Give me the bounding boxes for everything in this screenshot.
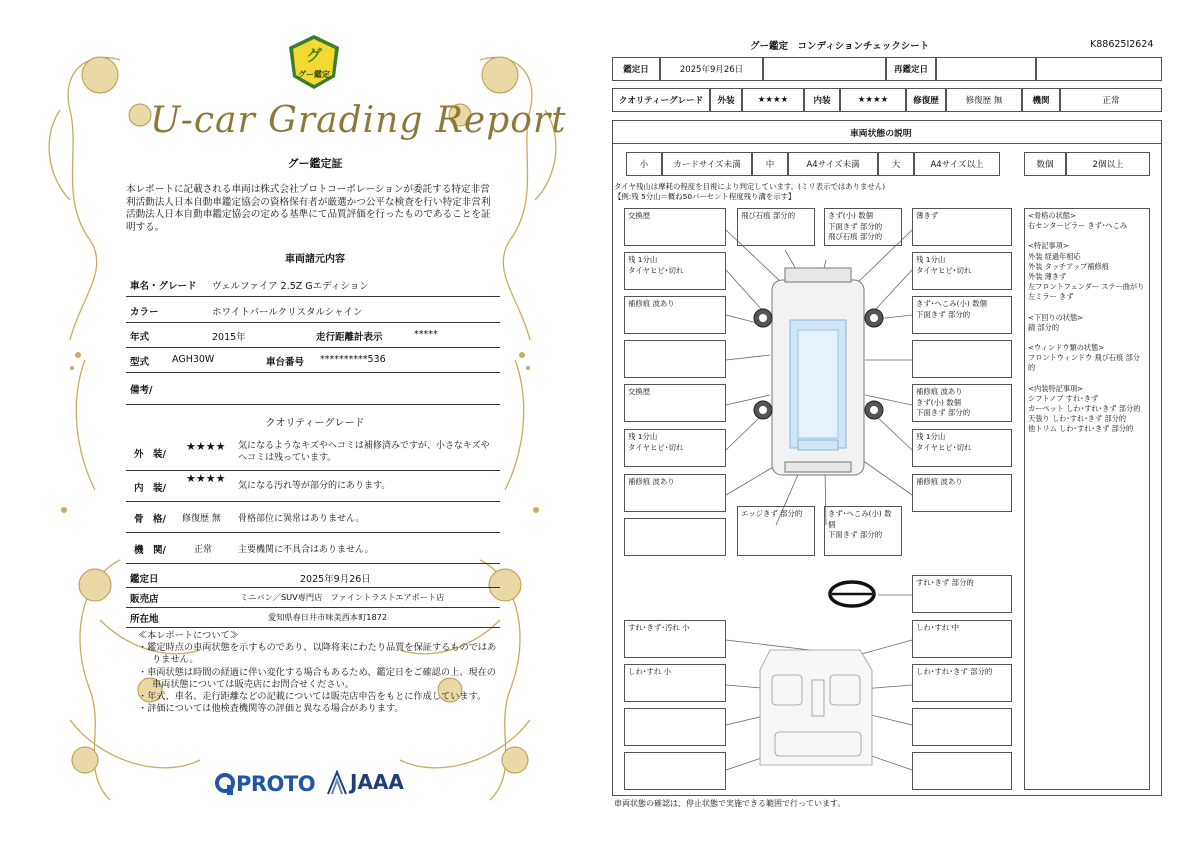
address-value: 愛知県春日井市味美西本町1872: [268, 612, 388, 622]
exterior-stars: ★★★★: [742, 88, 804, 112]
tire-box-front-left: 残 1分山 タイヤヒビ･切れ: [624, 252, 726, 290]
tire-box-rear-right: 残 1分山 タイヤヒビ･切れ: [912, 429, 1012, 467]
shop-value: ミニバン／SUV専門店 ファイントラストエアポート店: [240, 592, 445, 602]
date-value: 2025年9月26日: [300, 574, 371, 585]
shop-row: 販売店 ミニバン／SUV専門店 ファイントラストエアポート店: [126, 587, 500, 608]
chassis-value: **********536: [320, 354, 386, 365]
repair-value: 修復歴 無: [946, 88, 1022, 112]
interior-box-mid-left: [624, 708, 726, 746]
note-item: ・評価については他検査機関等の評価と異なる場合があります。: [138, 703, 404, 715]
jaaa-brand-text: JAAA: [350, 770, 404, 794]
damage-box-quarter-left: 補修痕 波あり: [624, 474, 726, 512]
spec-section-title: 車両諸元内容: [285, 254, 345, 265]
condition-check-sheet: [600, 0, 1200, 848]
size-large-desc: A4サイズ以上: [914, 152, 1000, 176]
footer-note: 車両状態の確認は、停止状態で実施できる範囲で行っています。: [614, 799, 846, 808]
damage-box-door-rear-right: 補修痕 波あり きず(小) 数個 下面きず 部分的: [912, 384, 1012, 422]
damage-box-door-rear-left: 交換歴: [624, 384, 726, 422]
repair-label: 修復歴: [906, 88, 946, 112]
mileage-value: *****: [414, 329, 438, 340]
steering-wheel-icon: [830, 582, 874, 606]
size-small: 小: [626, 152, 662, 176]
color-value: ホワイトパールクリスタルシャイン: [212, 307, 363, 318]
svg-text:グ: グ: [305, 46, 323, 65]
note-item: ・鑑定時点の車両状態を示すものであり、以降将来にわたり品質を保証するものではありません。: [138, 642, 497, 666]
count-desc: 2個以上: [1066, 152, 1150, 176]
exterior-label: 外装: [710, 88, 742, 112]
interior-comment: 気になる汚れ等が部分的にあります。: [238, 481, 391, 491]
interior-box-seat-right: しわ･すれ･きず 部分的: [912, 664, 1012, 702]
redate-label: 再鑑定日: [886, 57, 936, 81]
damage-box-front-center-left: 飛び石痕 部分的: [737, 208, 815, 246]
damage-box-front-center-right: きず(小) 数個 下面きず 部分的 飛び石痕 部分的: [824, 208, 902, 246]
damage-box-fender-right: きず･へこみ(小) 数個 下面きず 部分的: [912, 296, 1012, 334]
jaaa-logo: [326, 770, 348, 800]
damage-box-front-right: 薄きず: [912, 208, 1012, 246]
sheet-title: グー鑑定 コンディションチェックシート: [750, 41, 930, 52]
size-large: 大: [878, 152, 914, 176]
model-value: AGH30W: [172, 354, 215, 365]
model-row: 型式 AGH30W 車台番号 **********536: [126, 347, 500, 373]
damage-box-door-front-left: [624, 340, 726, 378]
exterior-stars: ★★★★: [186, 440, 226, 453]
interior-box-rear-right: [912, 752, 1012, 790]
interior-box-dash-right: しわ･すれ 中: [912, 620, 1012, 658]
report-notes: [138, 630, 498, 715]
proto-logo: [214, 772, 236, 800]
engine-label: 機関: [1022, 88, 1060, 112]
tire-note: タイヤ残山は摩耗の程度を目視により判定しています。(ミリ表示ではありません): [614, 182, 886, 191]
interior-box-steering: すれ･きず 部分的: [912, 575, 1012, 613]
engine-row: 機 関/ 正常 主要機関に不具合はありません。: [126, 532, 500, 564]
exterior-comment: 気になるようなキズやヘコミは補修済みですが、小さなキズやヘコミは残っています。: [238, 441, 490, 463]
proto-mark-icon: [214, 772, 236, 796]
sheet-id: K88625I2624: [1090, 39, 1154, 50]
interior-box-rear-left: [624, 752, 726, 790]
quality-label: クオリティーグレード: [612, 88, 710, 112]
frame-value: 修復歴 無: [182, 514, 221, 524]
tire-box-front-right: 残 1分山 タイヤヒビ･切れ: [912, 252, 1012, 290]
engine-value: 正常: [1060, 88, 1162, 112]
interior-box-mid-right: [912, 708, 1012, 746]
certificate-statement: 本レポートに記載される車両は株式会社プロトコーポレーションが委託する特定非営利活動法人日本自動車鑑定協会の資格保有者が厳選かつ公平な検査を行い特定非営利活動法人日本自動車鑑定協会の定める基準にて品質評価を行ったものであることを証明する。: [126, 184, 491, 233]
engine-value: 正常: [194, 545, 213, 555]
goo-kantei-logo: [285, 33, 343, 91]
damage-box-fender-left: 補修痕 波あり: [624, 296, 726, 334]
interior-stars: ★★★★: [186, 472, 226, 485]
jaaa-mark-icon: [326, 770, 348, 796]
count-label: 数個: [1024, 152, 1066, 176]
proto-brand-text: PROTO: [236, 772, 316, 796]
interior-row: 内 装/ ★★★★ 気になる汚れ等が部分的にあります。: [126, 470, 500, 502]
damage-box-rear-left: [624, 518, 726, 556]
interior-label: 内装: [804, 88, 840, 112]
interior-box-seat-left: しわ･すれ 小: [624, 664, 726, 702]
interior-box-dash-left: すれ･きず･汚れ 小: [624, 620, 726, 658]
car-name-row: 車名・グレード ヴェルファイア 2.5Z Gエディション: [126, 270, 500, 297]
year-row: 年式 2015年 走行距離計表示 *****: [126, 322, 500, 348]
car-name-value: ヴェルファイア 2.5Z Gエディション: [212, 281, 369, 292]
damage-box-rear-center-right: きず･へこみ(小) 数個 下面きず 部分的: [824, 506, 902, 556]
interior-stars: ★★★★: [840, 88, 906, 112]
color-row: カラー ホワイトパールクリスタルシャイン: [126, 296, 500, 323]
date-label: 鑑定日: [612, 57, 660, 81]
date-row: 鑑定日 2025年9月26日: [126, 563, 500, 588]
size-small-desc: カードサイズ未満: [662, 152, 752, 176]
damage-box-quarter-right: 補修痕 波あり: [912, 474, 1012, 512]
size-mid-desc: A4サイズ未満: [788, 152, 878, 176]
frame-row: 骨 格/ 修復歴 無 骨格部位に異常はありません。: [126, 501, 500, 533]
summary-panel: <骨格の状態> 右センターピラー きず･へこみ <特記事項> 外装 経過年相応 外装 タッチアップ補修痕 外装 薄きず 左フロントフェンダー ステー曲がり 左ミラー きず <下回りの状態> 錆 部分的 <ウィンドウ類の状態> フロントウィンドウ 飛び石痕 部分的 <内装特記事項> シフトノブ すれ･きず カーペット しわ･すれ･きず 部分的 天張り しわ･すれ･きず 部分的 他トリム しわ･すれ･きず 部分的: [1024, 208, 1150, 790]
certificate-title: グー鑑定証: [287, 157, 343, 170]
date-value: 2025年9月26日: [660, 57, 763, 81]
note-item: ・年式、車名、走行距離などの記載については販売店申告をもとに作成しています。: [138, 691, 487, 703]
report-title-script: U-car Grading Report: [150, 100, 567, 141]
frame-comment: 骨格部位に異常はありません。: [238, 514, 365, 524]
damage-box-door-front-right: [912, 340, 1012, 378]
tire-example: 【例:残 5分山＝概ね50パーセント程度残り溝を示す】: [614, 192, 796, 201]
damage-box-front-left: 交換歴: [624, 208, 726, 246]
condition-title: 車両状態の説明: [850, 129, 912, 139]
exterior-row: 外 装/ ★★★★ 気になるようなキズやヘコミは補修済みですが、小さなキズやヘコミは残っています。: [126, 434, 500, 471]
year-value: 2015年: [212, 332, 246, 343]
address-row: 所在地 愛知県春日井市味美西本町1872: [126, 607, 500, 628]
tire-box-rear-left: 残 1分山 タイヤヒビ･切れ: [624, 429, 726, 467]
remarks-row: 備考/: [126, 372, 500, 405]
note-item: ・車両状態は時間の経過に伴い変化する場合もあるため、鑑定日をご確認の上、現在の車両状態については販売店にお問合せください。: [138, 666, 496, 690]
notes-title: ≪本レポートについて≫: [138, 630, 239, 641]
quality-section-title: クオリティーグレード: [265, 418, 365, 429]
damage-box-rear-center-left: エッジきず 部分的: [737, 506, 815, 556]
engine-comment: 主要機関に不具合はありません。: [238, 545, 374, 555]
logo-text: グー鑑定: [298, 70, 330, 79]
size-mid: 中: [752, 152, 788, 176]
